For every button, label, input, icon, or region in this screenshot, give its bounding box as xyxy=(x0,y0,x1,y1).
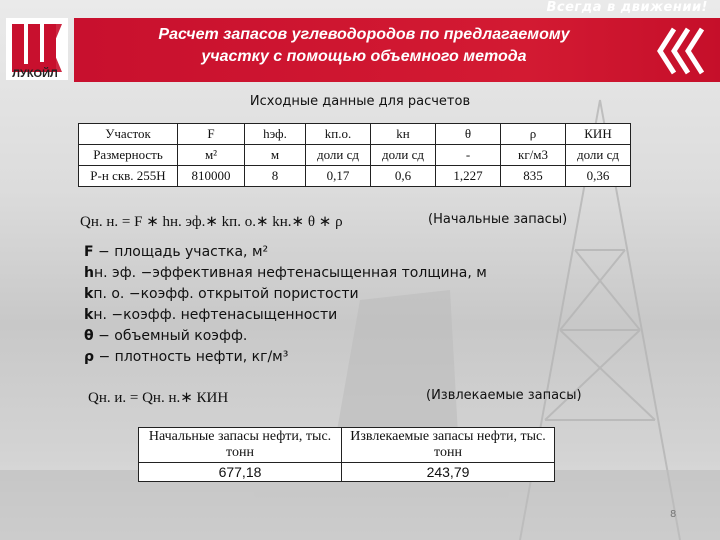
slogan: Всегда в движении! xyxy=(546,0,708,15)
symbol: θ xyxy=(84,328,94,344)
unit-cell: доли сд xyxy=(306,145,371,166)
header-cell: КИН xyxy=(566,124,631,145)
slide-title-line1: Расчет запасов углеводородов по предлагаемому xyxy=(158,26,570,43)
unit-cell: доли сд xyxy=(566,145,631,166)
slide-title-line2: участку с помощью объемного метода xyxy=(201,48,527,65)
definition-text: − площадь участка, м² xyxy=(93,244,269,260)
header-cell: ρ xyxy=(501,124,566,145)
recoverable-reserves-note: (Извлекаемые запасы) xyxy=(426,388,582,403)
initial-reserves-note: (Начальные запасы) xyxy=(428,212,568,227)
list-item xyxy=(84,347,487,368)
value-cell: 243,79 xyxy=(342,463,555,482)
value-cell: 8 xyxy=(245,166,306,187)
table-row xyxy=(139,428,555,463)
value-cell: 810000 xyxy=(178,166,245,187)
recoverable-reserves-formula: Qн. и. = Qн. н.∗ КИН xyxy=(88,390,229,406)
initial-reserves-formula: Qн. н. = F ∗ hн. эф.∗ kп. о.∗ kн.∗ θ ∗ ρ xyxy=(80,214,343,230)
value-cell: Р-н скв. 255Н xyxy=(79,166,178,187)
table-row xyxy=(79,166,631,187)
logo-wordmark: ЛУКОЙЛ xyxy=(12,68,58,80)
definition-text: − плотность нефти, кг/м³ xyxy=(94,349,289,365)
definitions-list xyxy=(84,242,487,368)
definition-text: п. о. −коэфф. открытой пористости xyxy=(93,286,359,302)
header-cell: F xyxy=(178,124,245,145)
title-bar xyxy=(74,18,720,82)
list-item xyxy=(84,284,487,305)
page-number: 8 xyxy=(670,509,677,520)
header-cell: hэф. xyxy=(245,124,306,145)
value-cell: 0,6 xyxy=(371,166,436,187)
table-row xyxy=(139,463,555,482)
header-cell: kп.о. xyxy=(306,124,371,145)
symbol: ρ xyxy=(84,349,95,365)
value-cell: 1,227 xyxy=(436,166,501,187)
symbol: k xyxy=(84,307,94,323)
header-cell: Начальные запасы нефти, тыс. тонн xyxy=(139,428,342,463)
table-row xyxy=(79,145,631,166)
table-row xyxy=(79,124,631,145)
unit-cell: м xyxy=(245,145,306,166)
chevrons-icon xyxy=(654,26,710,76)
definition-text: − объемный коэфф. xyxy=(93,328,248,344)
results-table xyxy=(138,427,555,482)
definition-text: н. −коэфф. нефтенасыщенности xyxy=(93,307,338,323)
slide-title xyxy=(104,24,624,68)
symbol: h xyxy=(84,265,94,281)
symbol: F xyxy=(84,244,94,260)
params-table xyxy=(78,123,631,187)
value-cell: 835 xyxy=(501,166,566,187)
list-item xyxy=(84,263,487,284)
list-item xyxy=(84,326,487,347)
unit-cell: кг/м3 xyxy=(501,145,566,166)
unit-cell: м² xyxy=(178,145,245,166)
unit-cell: доли сд xyxy=(371,145,436,166)
list-item xyxy=(84,305,487,326)
header-cell: θ xyxy=(436,124,501,145)
unit-cell: - xyxy=(436,145,501,166)
unit-cell: Размерность xyxy=(79,145,178,166)
header-cell: kн xyxy=(371,124,436,145)
value-cell: 0,36 xyxy=(566,166,631,187)
list-item xyxy=(84,242,487,263)
value-cell: 0,17 xyxy=(306,166,371,187)
definition-text: н. эф. −эффективная нефтенасыщенная толщина, м xyxy=(93,265,487,281)
header-cell: Извлекаемые запасы нефти, тыс. тонн xyxy=(342,428,555,463)
symbol: k xyxy=(84,286,94,302)
header-cell: Участок xyxy=(79,124,178,145)
value-cell: 677,18 xyxy=(139,463,342,482)
data-caption: Исходные данные для расчетов xyxy=(249,94,471,109)
